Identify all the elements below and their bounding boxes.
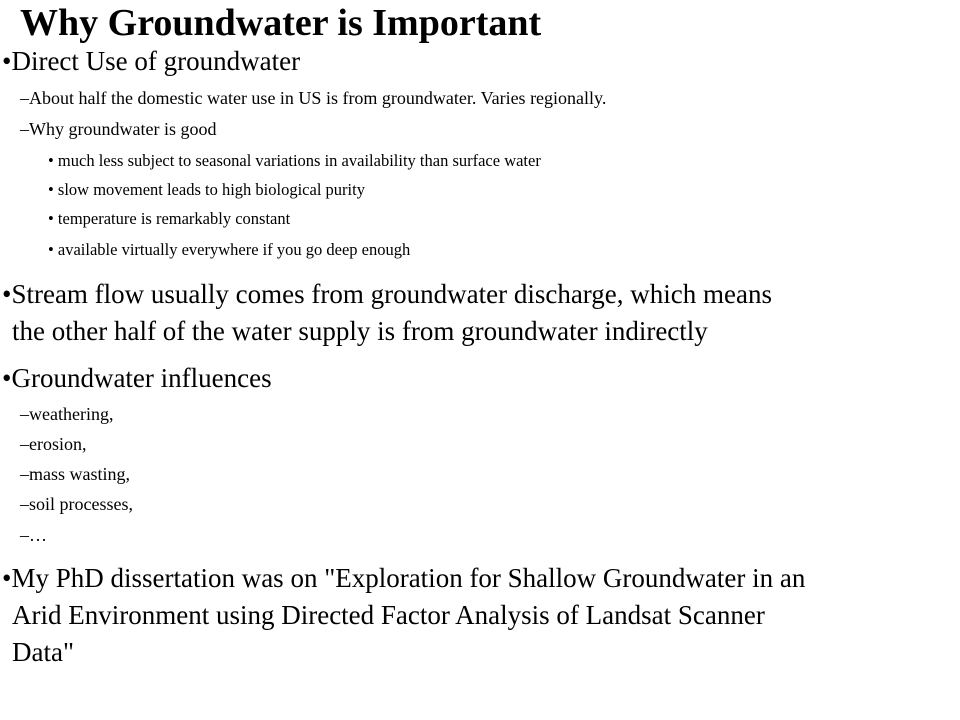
- bullet-marker: •: [48, 180, 54, 199]
- bullet-marker: •: [2, 363, 12, 393]
- sub-bullet-text: About half the domestic water use in US is from groundwater. Varies regionally.: [29, 88, 607, 108]
- list-item: [20, 492, 133, 516]
- dash-marker: –: [20, 464, 29, 484]
- list-item-text: slow movement leads to high biological purity: [57, 180, 365, 199]
- list-item: [48, 208, 290, 230]
- bullet-influences: [2, 361, 272, 395]
- list-item-text: mass wasting,: [29, 464, 130, 484]
- bullet-text: My PhD dissertation was on "Exploration for Shallow Groundwater in an: [11, 563, 806, 593]
- sub-bullet-domestic-use: [20, 86, 606, 110]
- list-item-text: available virtually everywhere if you go deep enough: [57, 240, 411, 259]
- list-item: [48, 150, 541, 172]
- bullet-text: Arid Environment using Directed Factor Analysis of Landsat Scanner: [12, 600, 765, 630]
- slide-title: Why Groundwater is Important: [20, 2, 542, 44]
- bullet-dissertation: [2, 561, 805, 595]
- bullet-stream-flow: [2, 277, 772, 311]
- list-item: [48, 179, 365, 201]
- bullet-direct-use: [2, 44, 300, 78]
- sub-bullet-text: Why groundwater is good: [29, 119, 217, 139]
- bullet-marker: •: [48, 240, 54, 259]
- list-item-text: temperature is remarkably constant: [57, 209, 291, 228]
- dash-marker: –: [20, 494, 29, 514]
- bullet-stream-flow-continued: [12, 314, 708, 348]
- list-item-text: much less subject to seasonal variations in availability than surface water: [57, 151, 541, 170]
- bullet-marker: •: [48, 209, 54, 228]
- list-item-text: …: [29, 525, 47, 545]
- list-item: [48, 239, 410, 261]
- dash-marker: –: [20, 525, 29, 545]
- list-item: [20, 432, 87, 456]
- bullet-dissertation-continued: [12, 635, 74, 669]
- bullet-text: Groundwater influences: [11, 363, 272, 393]
- bullet-marker: •: [2, 46, 12, 76]
- bullet-text: Data": [12, 637, 74, 667]
- dash-marker: –: [20, 434, 29, 454]
- bullet-dissertation-continued: [12, 598, 765, 632]
- sub-bullet-why-good: [20, 117, 216, 141]
- bullet-marker: •: [48, 151, 54, 170]
- dash-marker: –: [20, 119, 29, 139]
- list-item-text: weathering,: [29, 404, 114, 424]
- dash-marker: –: [20, 404, 29, 424]
- list-item: [20, 462, 130, 486]
- list-item: [20, 402, 113, 426]
- bullet-text: Stream flow usually comes from groundwater discharge, which means: [11, 279, 773, 309]
- list-item: [20, 523, 47, 547]
- list-item-text: soil processes,: [29, 494, 133, 514]
- bullet-text: the other half of the water supply is from groundwater indirectly: [12, 316, 708, 346]
- bullet-text: Direct Use of groundwater: [11, 46, 301, 76]
- dash-marker: –: [20, 88, 29, 108]
- bullet-marker: •: [2, 563, 12, 593]
- bullet-marker: •: [2, 279, 12, 309]
- list-item-text: erosion,: [29, 434, 87, 454]
